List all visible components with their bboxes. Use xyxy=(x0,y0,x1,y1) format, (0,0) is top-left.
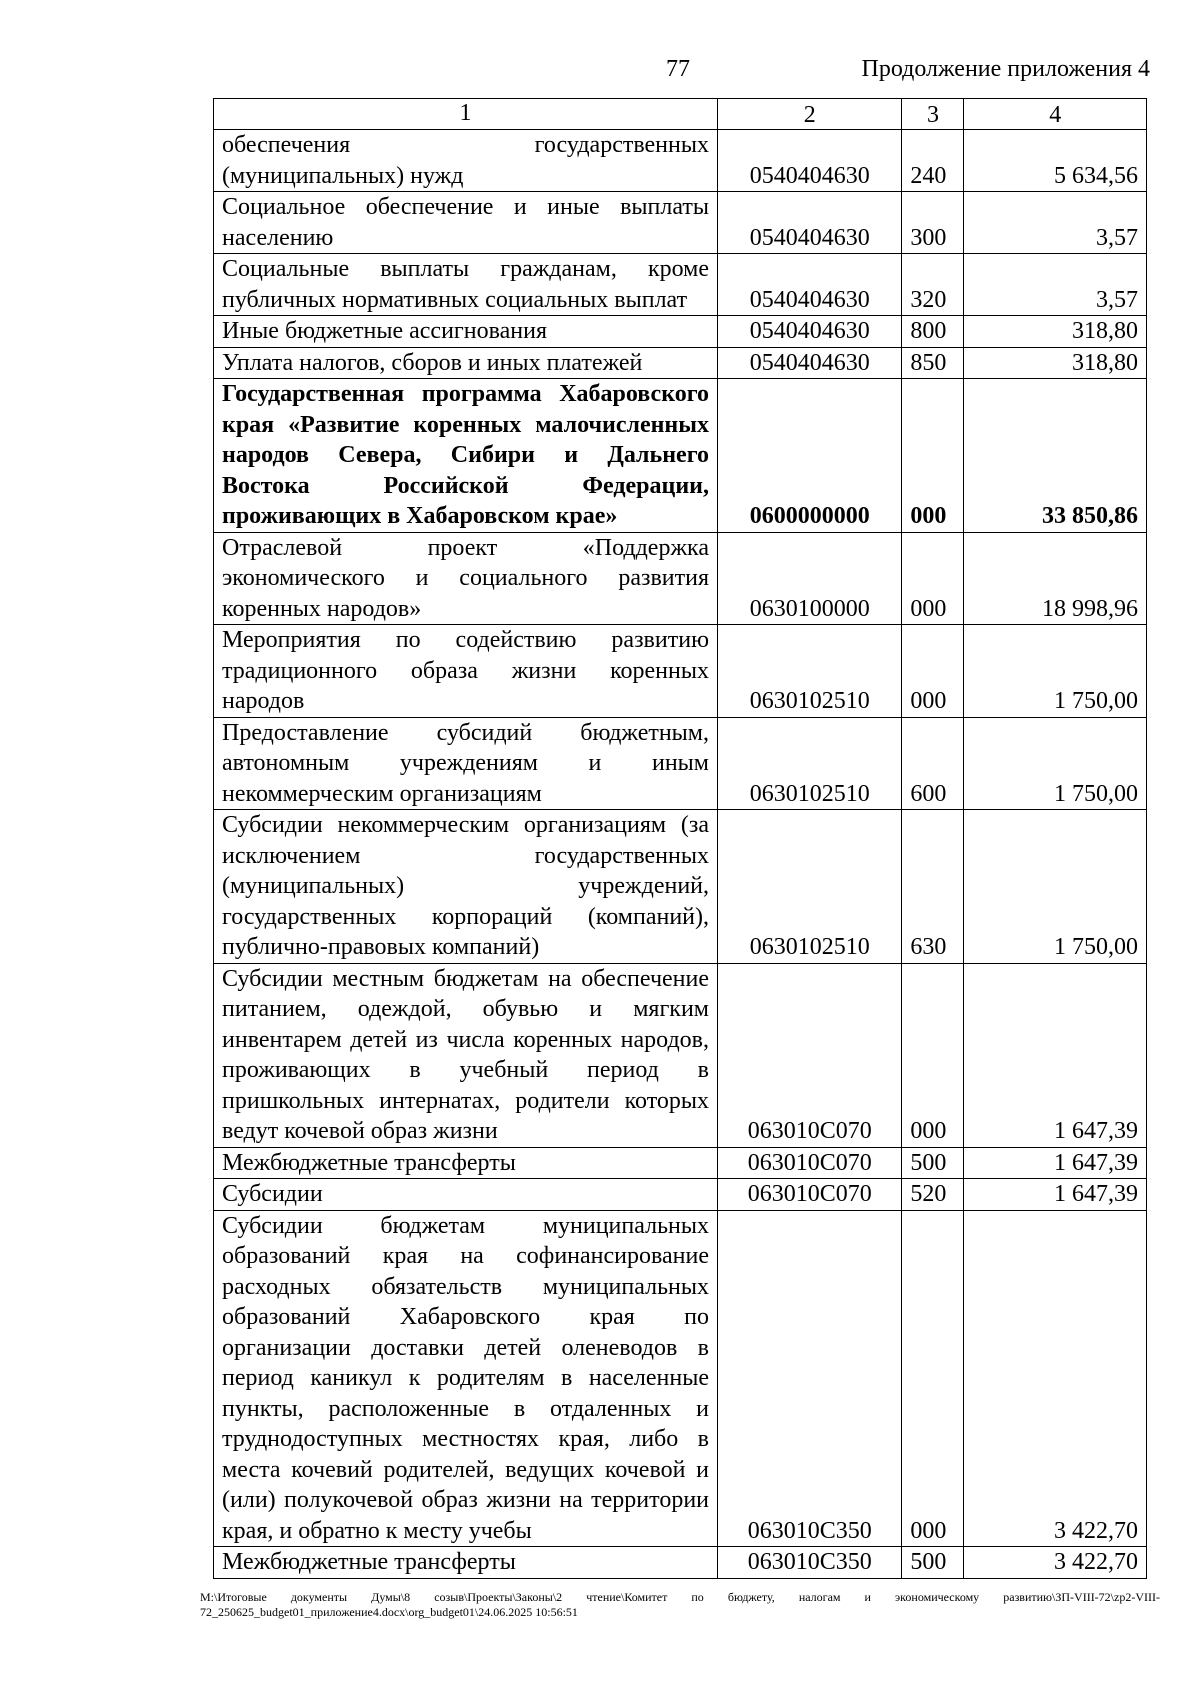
row-amount-cell: 1 750,00 xyxy=(964,810,1147,964)
row-amount-cell: 318,80 xyxy=(964,347,1147,379)
table-header-row xyxy=(214,99,1147,130)
table-row xyxy=(214,625,1147,718)
table-row xyxy=(214,1547,1147,1579)
row-code-cell: 0540404630 xyxy=(718,316,902,348)
page-caption: Продолжение приложения 4 xyxy=(861,56,1150,82)
row-amount-cell: 318,80 xyxy=(964,316,1147,348)
row-amount-cell: 3 422,70 xyxy=(964,1547,1147,1579)
row-name-cell: Иные бюджетные ассигнования xyxy=(214,316,718,348)
table-row xyxy=(214,379,1147,533)
row-code-cell: 063010С350 xyxy=(718,1210,902,1547)
row-code-cell: 063010С070 xyxy=(718,1179,902,1211)
row-code-cell: 0630102510 xyxy=(718,625,902,718)
row-name-cell: Субсидии xyxy=(214,1179,718,1211)
row-type-cell: 520 xyxy=(902,1179,964,1211)
table-row xyxy=(214,130,1147,192)
row-code-cell: 063010С070 xyxy=(718,963,902,1147)
row-amount-cell: 3,57 xyxy=(964,192,1147,254)
row-type-cell: 000 xyxy=(902,625,964,718)
table-body xyxy=(214,130,1147,1579)
row-type-cell: 850 xyxy=(902,347,964,379)
row-amount-cell: 3,57 xyxy=(964,254,1147,316)
row-code-cell: 0540404630 xyxy=(718,130,902,192)
table-row xyxy=(214,717,1147,810)
row-type-cell: 600 xyxy=(902,717,964,810)
row-name-cell: Субсидии некоммерческим организациям (за исключением государственных (муниципальных) учреждений, государственных корпораций (компаний), публично-правовых компаний) xyxy=(214,810,718,964)
table-row xyxy=(214,347,1147,379)
row-code-cell: 063010С070 xyxy=(718,1147,902,1179)
row-name-cell: Социальные выплаты гражданам, кроме публичных нормативных социальных выплат xyxy=(214,254,718,316)
column-header-3: 3 xyxy=(902,99,964,130)
column-header-2: 2 xyxy=(718,99,902,130)
table-row xyxy=(214,532,1147,625)
column-header-1: 1 xyxy=(214,99,718,130)
row-code-cell: 0630100000 xyxy=(718,532,902,625)
row-code-cell: 0630102510 xyxy=(718,717,902,810)
row-name-cell: Государственная программа Хабаровского края «Развитие коренных малочисленных народов Севера, Сибири и Дальнего Востока Российской Федерации, проживающих в Хабаровском крае» xyxy=(214,379,718,533)
row-code-cell: 0540404630 xyxy=(718,192,902,254)
table-row xyxy=(214,316,1147,348)
row-type-cell: 240 xyxy=(902,130,964,192)
row-type-cell: 500 xyxy=(902,1547,964,1579)
table-row xyxy=(214,1179,1147,1211)
row-name-cell: Межбюджетные трансферты xyxy=(214,1147,718,1179)
row-name-cell: Мероприятия по содействию развитию традиционного образа жизни коренных народов xyxy=(214,625,718,718)
budget-table xyxy=(213,98,1147,1579)
row-type-cell: 000 xyxy=(902,963,964,1147)
row-code-cell: 0540404630 xyxy=(718,254,902,316)
row-type-cell: 500 xyxy=(902,1147,964,1179)
row-amount-cell: 1 647,39 xyxy=(964,1147,1147,1179)
row-code-cell: 063010С350 xyxy=(718,1547,902,1579)
row-type-cell: 000 xyxy=(902,379,964,533)
page-number: 77 xyxy=(666,56,690,82)
row-name-cell: Субсидии местным бюджетам на обеспечение питанием, одеждой, обувью и мягким инвентарем детей из числа коренных народов, проживающих в учебный период в пришкольных интернатах, родители которых ведут кочевой образ жизни xyxy=(214,963,718,1147)
row-code-cell: 0630102510 xyxy=(718,810,902,964)
row-code-cell: 0540404630 xyxy=(718,347,902,379)
row-code-cell: 0600000000 xyxy=(718,379,902,533)
row-amount-cell: 33 850,86 xyxy=(964,379,1147,533)
row-amount-cell: 18 998,96 xyxy=(964,532,1147,625)
table-row xyxy=(214,810,1147,964)
row-name-cell: обеспечения государственных (муниципальных) нужд xyxy=(214,130,718,192)
row-name-cell: Социальное обеспечение и иные выплаты населению xyxy=(214,192,718,254)
footer-file-path: M:\Итоговые документы Думы\8 созыв\Проекты\Законы\2 чтение\Комитет по бюджету, налогам и экономическому развитию\ЗП-VIII-72\zp2-VIII-72_250625_budget01_приложение4.docx\org_budget01\24.06.2025 10:56:51 xyxy=(200,1590,1160,1619)
row-amount-cell: 1 647,39 xyxy=(964,1179,1147,1211)
row-amount-cell: 1 750,00 xyxy=(964,717,1147,810)
row-name-cell: Уплата налогов, сборов и иных платежей xyxy=(214,347,718,379)
row-amount-cell: 5 634,56 xyxy=(964,130,1147,192)
table-row xyxy=(214,1147,1147,1179)
row-amount-cell: 3 422,70 xyxy=(964,1210,1147,1547)
row-type-cell: 300 xyxy=(902,192,964,254)
row-type-cell: 630 xyxy=(902,810,964,964)
row-type-cell: 000 xyxy=(902,1210,964,1547)
table-row xyxy=(214,1210,1147,1547)
row-name-cell: Предоставление субсидий бюджетным, автономным учреждениям и иным некоммерческим организациям xyxy=(214,717,718,810)
row-amount-cell: 1 750,00 xyxy=(964,625,1147,718)
row-type-cell: 000 xyxy=(902,532,964,625)
table-row xyxy=(214,254,1147,316)
row-name-cell: Отраслевой проект «Поддержка экономического и социального развития коренных народов» xyxy=(214,532,718,625)
table-row xyxy=(214,192,1147,254)
table-row xyxy=(214,963,1147,1147)
row-type-cell: 320 xyxy=(902,254,964,316)
column-header-4: 4 xyxy=(964,99,1147,130)
row-type-cell: 800 xyxy=(902,316,964,348)
row-amount-cell: 1 647,39 xyxy=(964,963,1147,1147)
row-name-cell: Субсидии бюджетам муниципальных образований края на софинансирование расходных обязательств муниципальных образований Хабаровского края по организации доставки детей оленеводов в период каникул к родителям в населенные пункты, расположенные в отдаленных и труднодоступных местностях края, либо в места кочевий родителей, ведущих кочевой и (или) полукочевой образ жизни на территории края, и обратно к месту учебы xyxy=(214,1210,718,1547)
row-name-cell: Межбюджетные трансферты xyxy=(214,1547,718,1579)
